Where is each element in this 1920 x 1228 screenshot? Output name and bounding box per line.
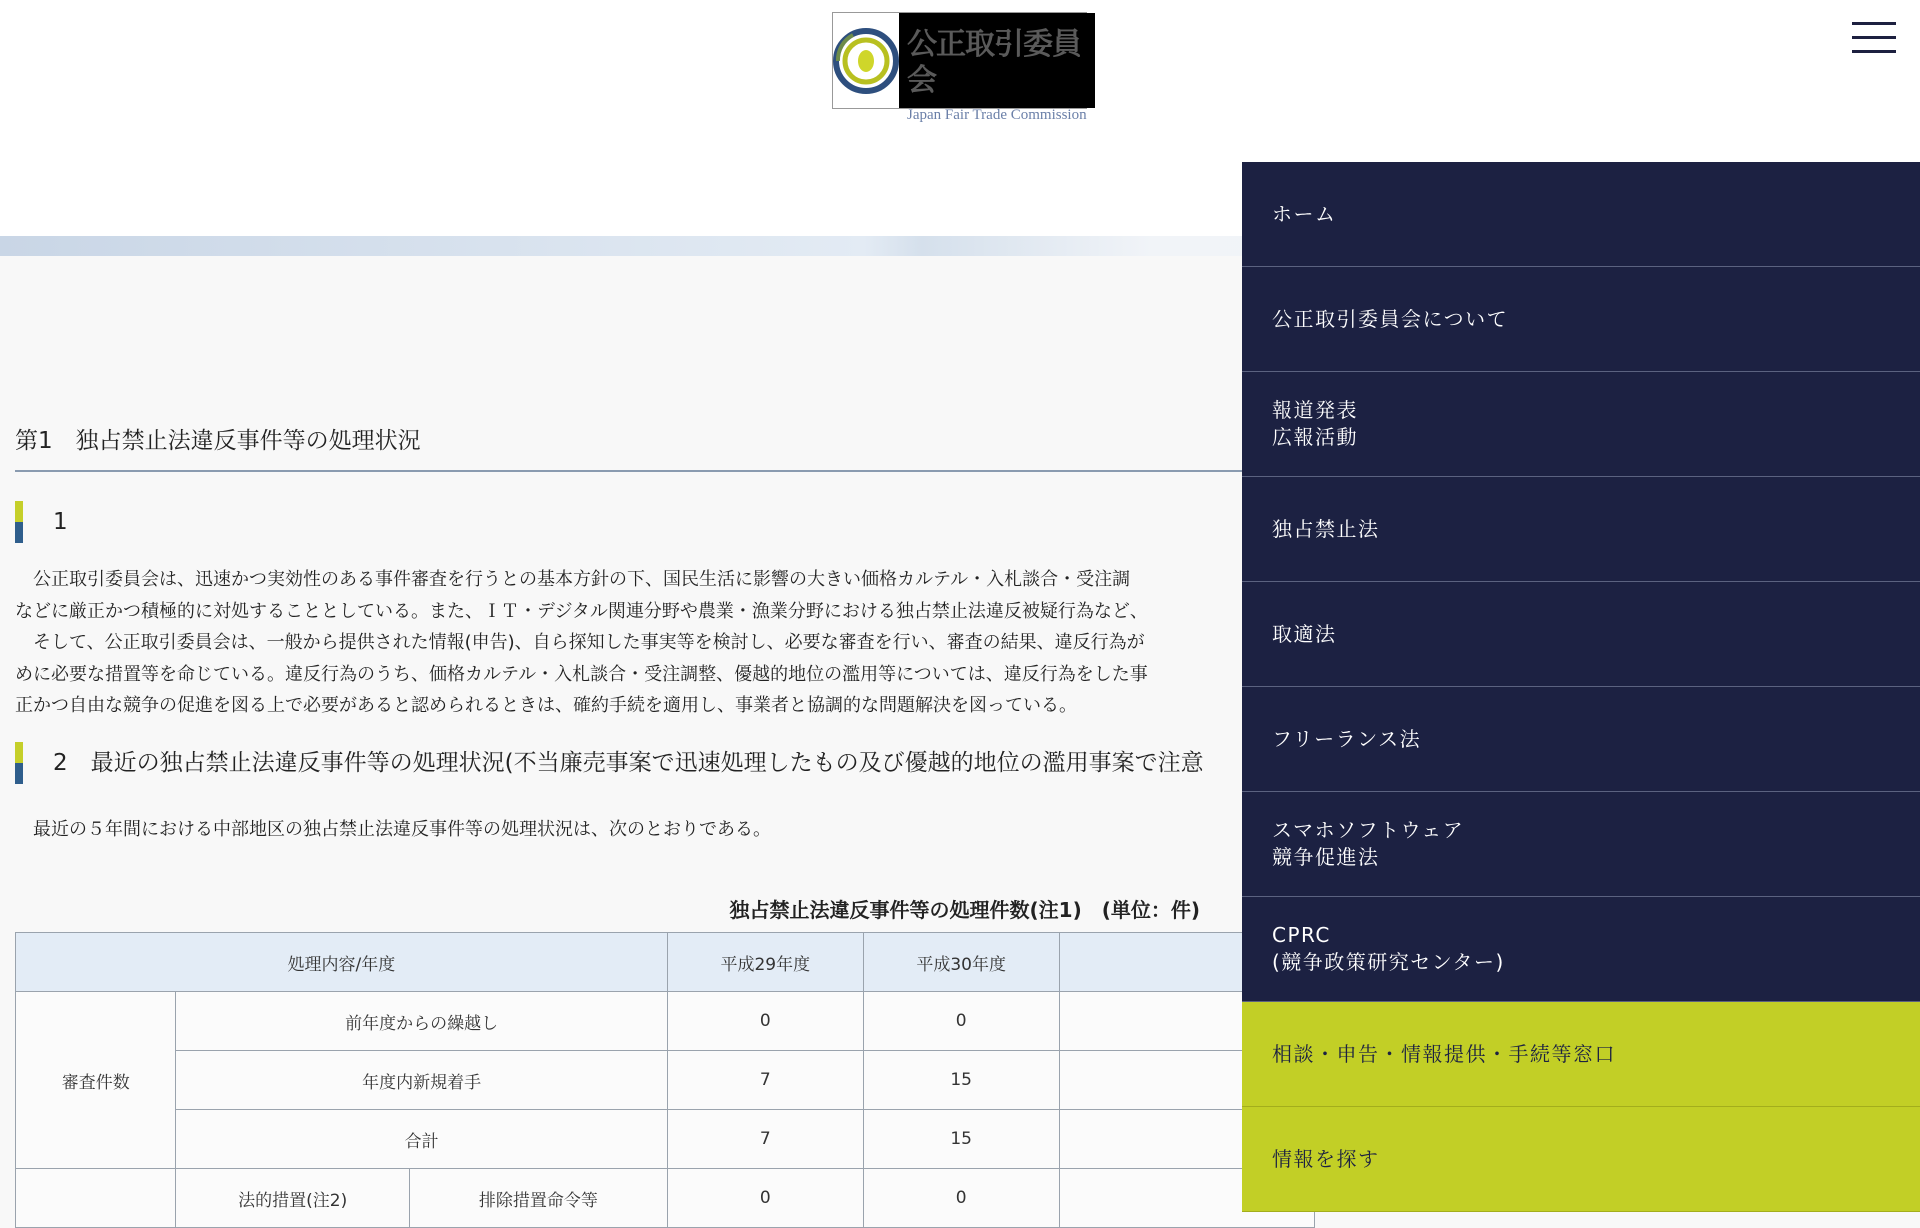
menu-item-home[interactable]: ホーム: [1242, 162, 1920, 267]
site-logo[interactable]: [832, 12, 1087, 123]
section-intro: 最近の５年間における中部地区の独占禁止法違反事件等の処理状況は、次のとおりである。: [15, 819, 771, 840]
table-cell: 7: [667, 1110, 863, 1169]
table-caption: 独占禁止法違反事件等の処理件数(注1) (単位：件): [729, 898, 1200, 922]
section-heading-1: 1: [15, 501, 68, 543]
table-cell: 15: [863, 1051, 1059, 1110]
table-row: [16, 1051, 1315, 1110]
paragraph-line: 正かつ自由な競争の促進を図る上で必要があると認められるときは、確約手続を適用し、事業者と協調的な問題解決を図っている。: [15, 695, 1077, 716]
table-cell: [16, 1169, 176, 1228]
row-label: 合計: [176, 1110, 667, 1169]
menu-item-smartphone-act[interactable]: スマホソフトウェア 競争促進法: [1242, 792, 1920, 897]
row-label: 年度内新規着手: [176, 1051, 667, 1110]
table-cell: 7: [667, 1051, 863, 1110]
paragraph-line: などに厳正かつ積極的に対処することとしている。また、ＩＴ・デジタル関連分野や農業・漁業分野における独占禁止法違反被疑行為など、: [15, 601, 1148, 622]
row-group-label: 審査件数: [16, 992, 176, 1169]
statistics-table: [15, 932, 1315, 1228]
menu-item-cprc[interactable]: CPRC (競争政策研究センター): [1242, 897, 1920, 1002]
row-label: 排除措置命令等: [409, 1169, 667, 1228]
row-subgroup-label: 法的措置(注2): [176, 1169, 410, 1228]
column-header-item: 処理内容/年度: [16, 933, 668, 992]
column-header-year: 平成29年度: [667, 933, 863, 992]
page-title: 第1 独占禁止法違反事件等の処理状況: [15, 426, 1315, 472]
paragraph-line: めに必要な措置等を命じている。違反行為のうち、価格カルテル・入札談合・受注調整、優越的地位の濫用等については、違反行為をした事: [15, 664, 1148, 685]
table-cell: 15: [863, 1110, 1059, 1169]
nav-drawer: [1242, 162, 1920, 1200]
heading-bar-icon: [15, 501, 23, 543]
menu-item-press[interactable]: 報道発表 広報活動: [1242, 372, 1920, 477]
column-header-year: 平成30年度: [863, 933, 1059, 992]
logo-subtitle: Japan Fair Trade Commission: [907, 107, 1087, 123]
menu-item-freelance-act[interactable]: フリーランス法: [1242, 687, 1920, 792]
menu-item-search[interactable]: 情報を探す: [1242, 1107, 1920, 1212]
paragraph-line: 公正取引委員会は、迅速かつ実効性のある事件審査を行うとの基本方針の下、国民生活に影響の大きい価格カルテル・入札談合・受注調: [15, 569, 1131, 590]
logo-title: 公正取引委員会: [907, 27, 1081, 98]
menu-item-consultation[interactable]: 相談・申告・情報提供・手続等窓口: [1242, 1002, 1920, 1107]
table-cell: 0: [667, 992, 863, 1051]
table-cell: 0: [667, 1169, 863, 1228]
table-row: [16, 1169, 1315, 1228]
table-header-row: [16, 933, 1315, 992]
emblem-icon: [833, 13, 899, 108]
section-heading-2: 2 最近の独占禁止法違反事件等の処理状況(不当廉売事案で迅速処理したもの及び優越的地位の濫用事案で注意: [15, 742, 1204, 784]
heading-bar-icon: [15, 742, 23, 784]
table-row: [16, 1110, 1315, 1169]
table-cell: 0: [863, 992, 1059, 1051]
table-row: [16, 992, 1315, 1051]
menu-item-antimonopoly-act[interactable]: 独占禁止法: [1242, 477, 1920, 582]
menu-item-subcontract-act[interactable]: 取適法: [1242, 582, 1920, 687]
table-cell: 0: [863, 1169, 1059, 1228]
hamburger-icon[interactable]: [1852, 22, 1896, 54]
row-label: 前年度からの繰越し: [176, 992, 667, 1051]
paragraph-line: そして、公正取引委員会は、一般から提供された情報(申告)、自ら探知した事実等を検討し、必要な審査を行い、審査の結果、違反行為が: [15, 632, 1145, 653]
menu-item-about[interactable]: 公正取引委員会について: [1242, 267, 1920, 372]
